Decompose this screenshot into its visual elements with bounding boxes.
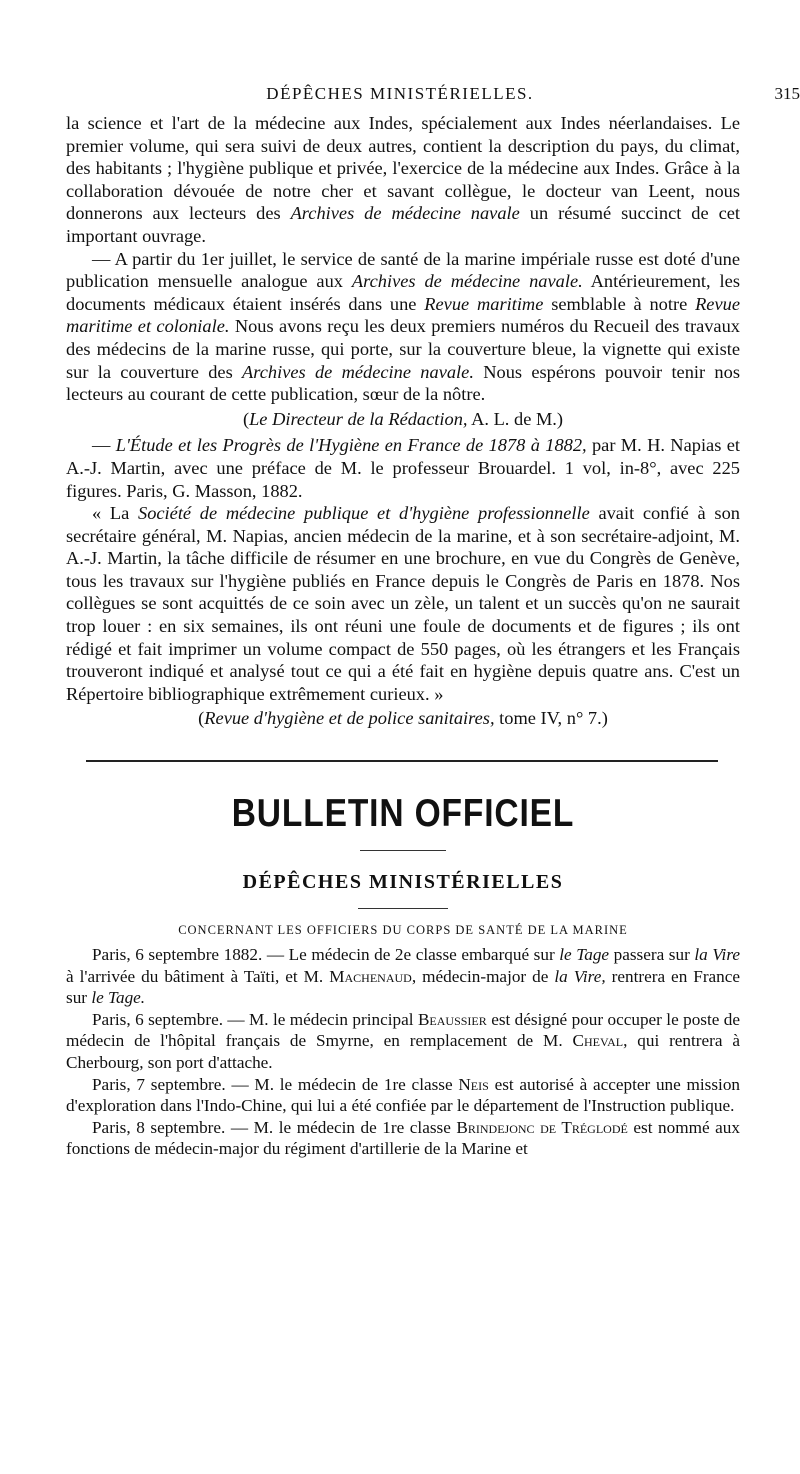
bulletin-entry: Paris, 6 septembre. — M. le médecin principal Beaussier est désigné pour occuper le poste de médecin de l'hôpital français de Smyrne, en remplacement de M. Cheval, qui rentrera à Cherbourg, son port d'attache. (66, 1009, 741, 1072)
bulletin-entry: Paris, 7 septembre. — M. le médecin de 1re classe Neis est autorisé à accepter une mission d'exploration dans l'Indo-Chine, qui lui a été confiée par le département de l'Instruction publique. (66, 1074, 741, 1116)
section-rule (358, 908, 448, 909)
paragraph-indes: la science et l'art de la médecine aux Indes, spécialement aux Indes néerlandaises. Le premier volume, qui sera suivi de deux autres, contient la description du pays, du climat, des habitants ; l'hygiène publique et privée, l'exercice de la médecine aux Indes. Grâce à la collaboration dévouée de notre cher et savant collègue, le docteur van Leent, nous donnerons aux lecteurs des Archives de médecine navale un résumé succinct de cet important ouvrage. (66, 113, 741, 246)
subsection-title: CONCERNANT LES OFFICIERS DU CORPS DE SANTÉ DE LA MARINE (178, 923, 628, 938)
bulletin-entries (66, 944, 740, 1160)
paragraph-societe-medecine: « La Société de médecine publique et d'hygiène professionnelle avait confié à son secrétaire général, M. Napias, ancien médecin de la marine, et à son secrétaire-adjoint, M. A.-J. Martin, la tâche difficile de résumer en une brochure, en vue du Congrès de Genève, tous les travaux sur l'hygiène publiés en France depuis le Congrès de Paris en 1878. Nos collègues se sont acquittés de ce soin avec un zèle, un talent et un succès qu'on ne saurait trop louer : en six semaines, ils ont réuni une foule de documents et de figures ; ils ont rédigé et fait imprimer un volume compact de 550 pages, où les étrangers et les Français trouveront indiqué et analysé tout ce qui a été fait en hygiène depuis quatre ans. C'est un Répertoire bibliographique extrêmement curieux. » (66, 503, 740, 704)
page-number: 315 (774, 84, 800, 103)
signature-redaction: (Le Directeur de la Rédaction, A. L. de M.) (242, 408, 564, 429)
paragraph-etude-hygiene: — L'Étude et les Progrès de l'Hygiène en France de 1878 à 1882, par M. H. Napias et A.-J. Martin, avec une préface de M. le professeur Brouardel. 1 vol, in-8°, avec 225 figures. Paris, G. Masson, 1882. (66, 435, 740, 501)
section-title: DÉPÊCHES MINISTÉRIELLES (242, 871, 564, 894)
title-rule (360, 850, 446, 851)
signature-revue-hygiene: (Revue d'hygiène et de police sanitaires, tome IV, n° 7.) (198, 708, 608, 729)
running-title: DÉPÊCHES MINISTÉRIELLES. (266, 84, 534, 103)
section-divider (86, 760, 718, 762)
paragraph-marine-russe: — A partir du 1er juillet, le service de santé de la marine impériale russe est doté d'une publication mensuelle analogue aux Archives de médecine navale. Antérieurement, les documents médicaux étaient insérés dans une Revue maritime semblable à notre Revue maritime et coloniale. Nous avons reçu les deux premiers numéros du Recueil des travaux des médecins de la marine russe, qui porte, sur la couverture bleue, la vignette qui existe sur la couverture des Archives de médecine navale. Nous espérons pouvoir tenir nos lecteurs au courant de cette publication, sœur de la nôtre. (66, 248, 740, 405)
page-body (66, 112, 740, 1160)
bulletin-entry: Paris, 6 septembre 1882. — Le médecin de 2e classe embarqué sur le Tage passera sur la Vire à l'arrivée du bâtiment à Taïti, et M. Machenaud, médecin-major de la Vire, rentrera en France sur le Tage. (66, 945, 741, 1008)
bulletin-title: BULLETIN OFFICIEL (231, 792, 575, 836)
bulletin-entry: Paris, 8 septembre. — M. le médecin de 1re classe Brindejonc de Tréglodé est nommé aux fonctions de médecin-major du régiment d'artillerie de la Marine et (66, 1117, 740, 1159)
